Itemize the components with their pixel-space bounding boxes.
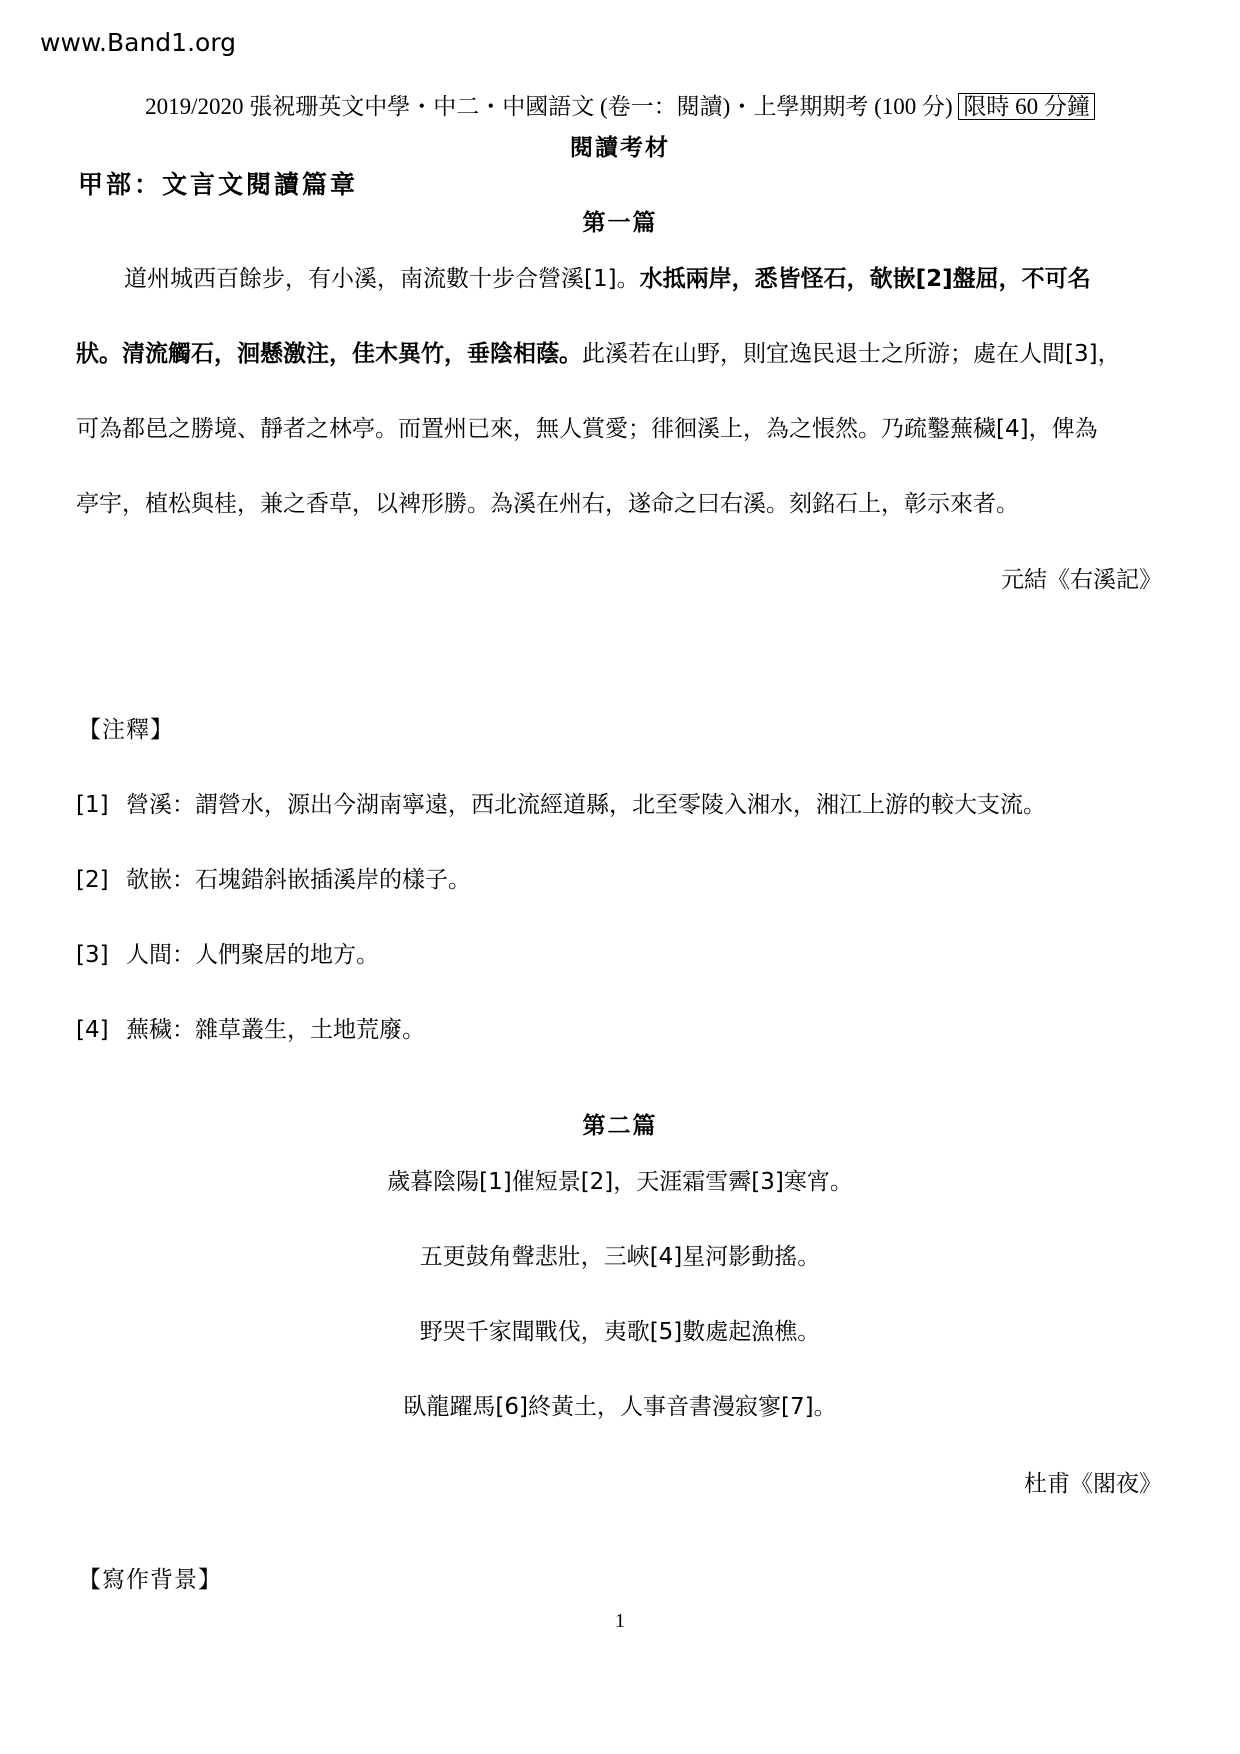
note-text: 營溪：謂營水，源出今湖南寧遠，西北流經道縣，北至零陵入湘水，湘江上游的較大支流。 — [126, 792, 1046, 818]
note-text: 蕪穢：雜草叢生，土地荒廢。 — [126, 1017, 425, 1043]
note-number: [2] — [76, 867, 109, 893]
piece1-title: 第一篇 — [582, 210, 658, 235]
note-item — [76, 861, 471, 894]
exam-header — [0, 88, 1240, 121]
poem-line: 五更鼓角聲悲壯，三峽[4]星河影動搖。 — [419, 1244, 821, 1270]
piece1-line-3: 可為都邑之勝境、靜者之林亭。而置州已來，無人賞愛；徘徊溪上，為之悵然。乃疏鑿蕪穢[4]，俾為 — [76, 416, 1098, 442]
piece1-attribution: 元結《右溪記》 — [1001, 567, 1162, 593]
note-item — [76, 1011, 425, 1044]
piece2-title: 第二篇 — [582, 1113, 658, 1138]
piece2-attribution: 杜甫《閣夜》 — [1024, 1471, 1162, 1497]
time-limit-box: 限時 60 分鐘 — [958, 93, 1095, 120]
poem-line: 歲暮陰陽[1]催短景[2]，天涯霜雪霽[3]寒宵。 — [387, 1169, 853, 1195]
piece1-line-1-regular: 道州城西百餘步，有小溪，南流數十步合營溪[1]。 — [124, 266, 640, 292]
writing-background-heading: 【寫作背景】 — [78, 1567, 222, 1592]
piece1-line-4: 亭宇，植松與桂，兼之香草，以裨形勝。為溪在州右，遂命之曰右溪。刻銘石上，彰示來者。 — [76, 491, 1019, 517]
page-number: 1 — [615, 1610, 625, 1632]
note-number: [1] — [76, 792, 109, 818]
poem-line: 野哭千家聞戰伐，夷歌[5]數處起漁樵。 — [419, 1319, 821, 1345]
notes-heading: 【注釋】 — [78, 717, 174, 743]
website-watermark: www.Band1.org — [40, 28, 237, 57]
note-number: [3] — [76, 942, 109, 968]
exam-header-text: 2019/2020 張祝珊英文中學・中二・中國語文 (卷一：閱讀)・上學期期考 (100 分) — [145, 94, 959, 119]
piece1-line-2-bold: 狀。清流觸石，洄懸激注，佳木異竹，垂陰相蔭。 — [76, 341, 582, 367]
piece1-line-1 — [76, 260, 1166, 293]
note-item — [76, 786, 1046, 819]
piece1-line-1-bold: 水抵兩岸，悉皆怪石，欹嵌[2]盤屈，不可名 — [639, 266, 1091, 292]
section-title: 甲部：文言文閱讀篇章 — [78, 172, 359, 199]
poem-line: 臥龍躍馬[6]終黃土，人事音書漫寂寥[7]。 — [403, 1394, 837, 1420]
reading-title: 閱讀考材 — [570, 135, 670, 160]
note-text: 人間：人們聚居的地方。 — [126, 942, 379, 968]
note-item — [76, 936, 379, 969]
note-number: [4] — [76, 1017, 109, 1043]
piece1-line-2-regular: 此溪若在山野，則宜逸民退士之所游；處在人間[3]， — [582, 341, 1121, 367]
piece1-line-2 — [76, 335, 1166, 368]
note-text: 欹嵌：石塊錯斜嵌插溪岸的樣子。 — [126, 867, 471, 893]
